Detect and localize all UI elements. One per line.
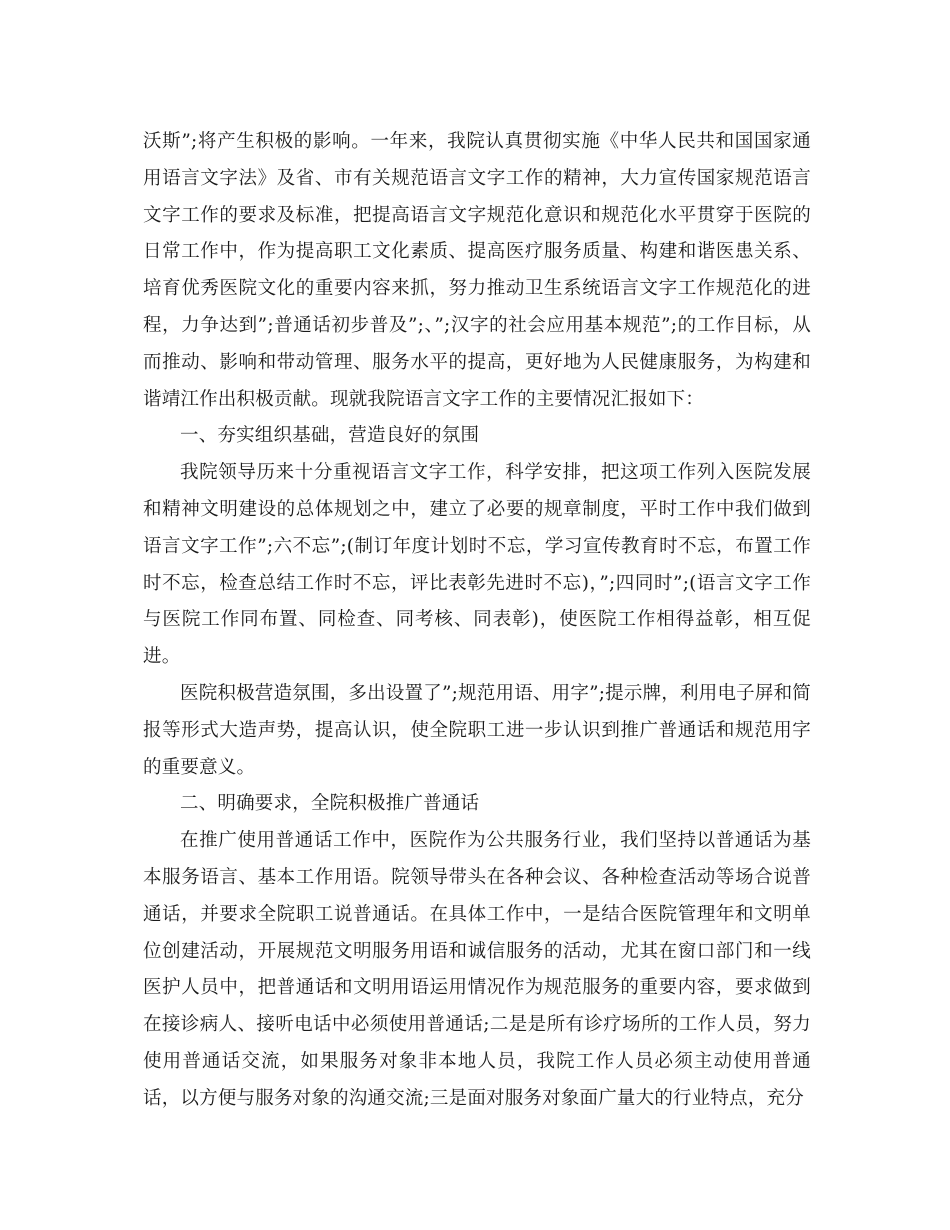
- document-body: [143, 124, 811, 1118]
- paragraph: 在推广使用普通话工作中，医院作为公共服务行业，我们坚持以普通话为基本服务语言、基本工作用语。院领导带头在各种会议、各种检查活动等场合说普通话，并要求全院职工说普通话。在具体工作中，一是结合医院管理年和文明单位创建活动，开展规范文明服务用语和诚信服务的活动，尤其在窗口部门和一线医护人员中，把普通话和文明用语运用情况作为规范服务的重要内容，要求做到在接诊病人、接听电话中必须使用普通话;二是是所有诊疗场所的工作人员，努力使用普通话交流，如果服务对象非本地人员，我院工作人员必须主动使用普通话，以方便与服务对象的沟通交流;三是面对服务对象面广量大的行业特点，充分: [143, 830, 811, 1109]
- paragraph-intro: 沃斯”;将产生积极的影响。一年来，我院认真贯彻实施《中华人民共和国国家通用语言文字法》及省、市有关规范语言文字工作的精神，大力宣传国家规范语言文字工作的要求及标准，把提高语言文字规范化意识和规范化水平贯穿于医院的日常工作中，作为提高职工文化素质、提高医疗服务质量、构建和谐医患关系、培育优秀医院文化的重要内容来抓，努力推动卫生系统语言文字工作规范化的进程，力争达到”;普通话初步普及”;、”;汉字的社会应用基本规范”;的工作目标，从而推动、影响和带动管理、服务水平的提高，更好地为人民健康服务，为构建和谐靖江作出积极贡献。现就我院语言文字工作的主要情况汇报如下：: [143, 131, 811, 410]
- section-heading-1: 一、夯实组织基础，营造良好的氛围: [180, 425, 480, 447]
- paragraph: 我院领导历来十分重视语言文字工作，科学安排，把这项工作列入医院发展和精神文明建设的总体规划之中，建立了必要的规章制度，平时工作中我们做到语言文字工作”;六不忘”;(制订年度计划时不忘，学习宣传教育时不忘，布置工作时不忘，检查总结工作时不忘，评比表彰先进时不忘)，”;四同时”;(语言文字工作与医院工作同布置、同检查、同考核、同表彰)，使医院工作相得益彰，相互促进。: [143, 462, 811, 668]
- paragraph: 医院积极营造氛围，多出设置了”;规范用语、用字”;提示牌，利用电子屏和简报等形式大造声势，提高认识，使全院职工进一步认识到推广普通话和规范用字的重要意义。: [143, 682, 811, 778]
- section-heading-2: 二、明确要求，全院积极推广普通话: [180, 793, 480, 815]
